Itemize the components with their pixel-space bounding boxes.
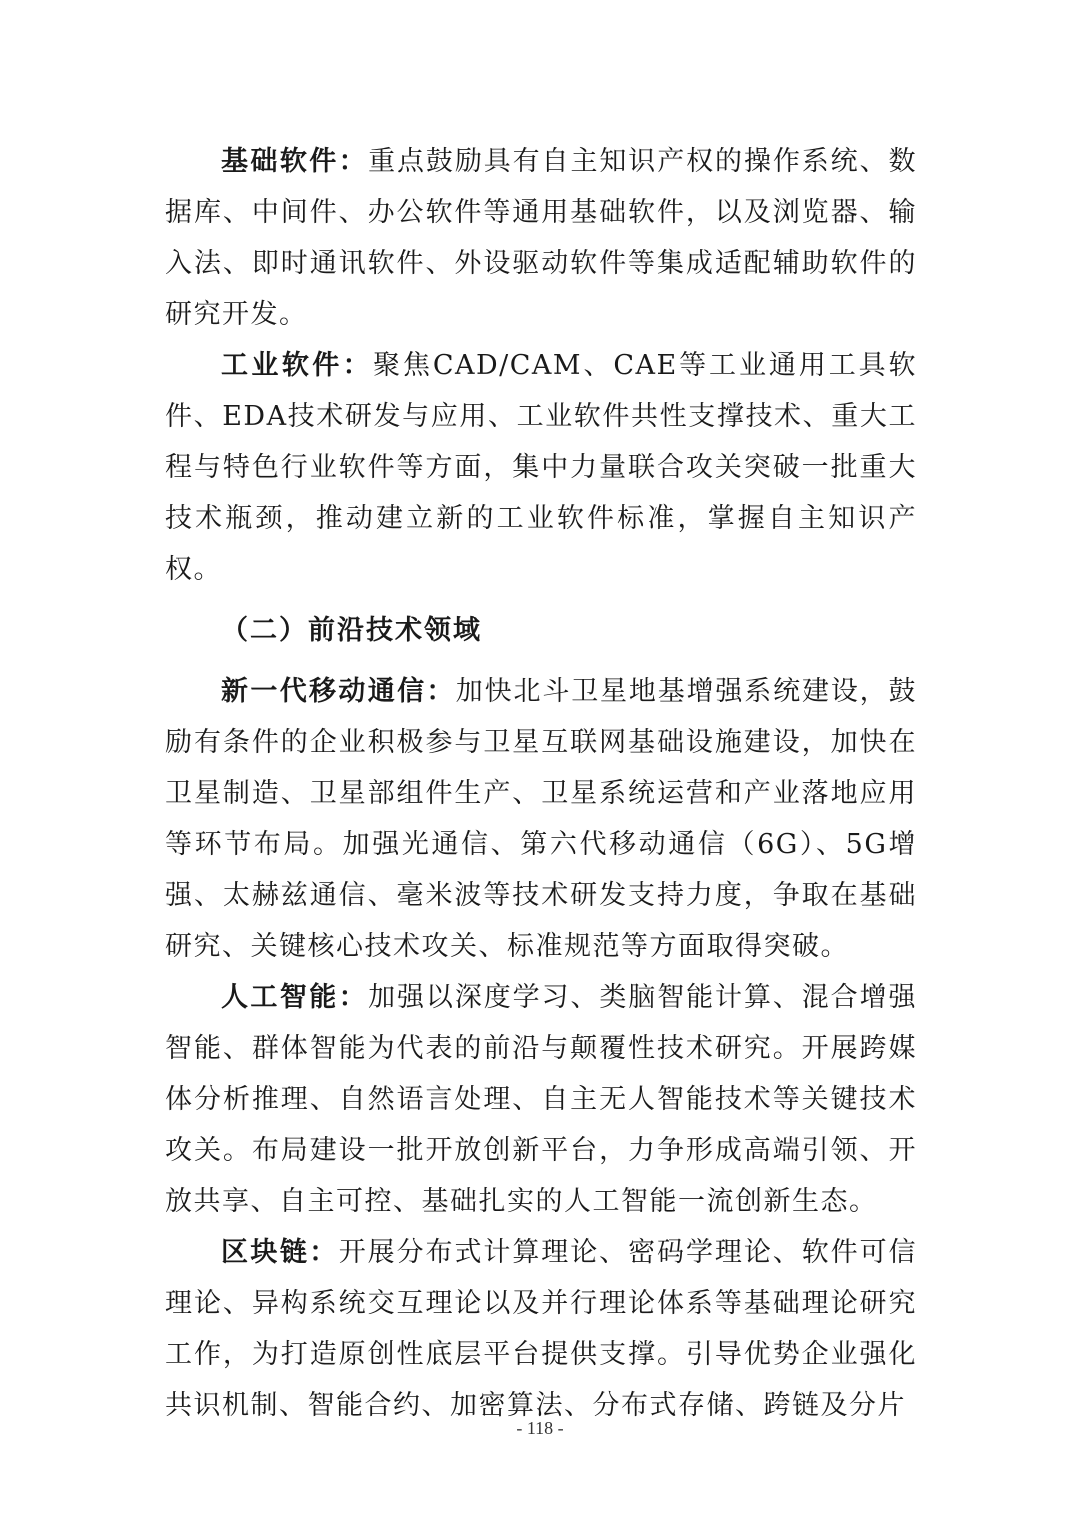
paragraph-blockchain [165, 1227, 917, 1431]
paragraph-industrial-software [165, 340, 917, 595]
paragraph-basic-software [165, 136, 917, 340]
section-heading: （二）前沿技术领域 [221, 615, 482, 646]
paragraph-text: 加快北斗卫星地基增强系统建设，鼓励有条件的企业积极参与卫星互联网基础设施建设，加快在卫星制造、卫星部组件生产、卫星系统运营和产业落地应用等环节布局。加强光通信、第六代移动通信（6G）、5G增强、太赫兹通信、毫米波等技术研发支持力度，争取在基础研究、关键核心技术攻关、标准规范等方面取得突破。 [165, 676, 918, 962]
paragraph-artificial-intelligence [165, 972, 917, 1227]
paragraph-text: 聚焦CAD/CAM、CAE等工业通用工具软件、EDA技术研发与应用、工业软件共性支撑技术、重大工程与特色行业软件等方面，集中力量联合攻关突破一批重大技术瓶颈，推动建立新的工业软件标准，掌握自主知识产权。 [165, 350, 918, 585]
page-number: - 118 - [516, 1418, 564, 1438]
term-artificial-intelligence: 人工智能： [221, 982, 369, 1013]
paragraph-text: 重点鼓励具有自主知识产权的操作系统、数据库、中间件、办公软件等通用基础软件，以及浏览器、输入法、即时通讯软件、外设驱动软件等集成适配辅助软件的研究开发。 [165, 146, 918, 330]
paragraph-text: 加强以深度学习、类脑智能计算、混合增强智能、群体智能为代表的前沿与颠覆性技术研究。开展跨媒体分析推理、自然语言处理、自主无人智能技术等关键技术攻关。布局建设一批开放创新平台，力争形成高端引领、开放共享、自主可控、基础扎实的人工智能一流创新生态。 [165, 982, 918, 1217]
term-industrial-software: 工业软件： [221, 350, 374, 381]
term-mobile-communication: 新一代移动通信： [221, 676, 456, 707]
paragraph-mobile-communication [165, 666, 917, 972]
paragraph-text: 开展分布式计算理论、密码学理论、软件可信理论、异构系统交互理论以及并行理论体系等基础理论研究工作，为打造原创性底层平台提供支撑。引导优势企业强化共识机制、智能合约、加密算法、分布式存储、跨链及分片 [165, 1237, 918, 1421]
document-body [165, 136, 917, 1431]
term-blockchain: 区块链： [221, 1237, 339, 1268]
term-basic-software: 基础软件： [221, 146, 369, 177]
